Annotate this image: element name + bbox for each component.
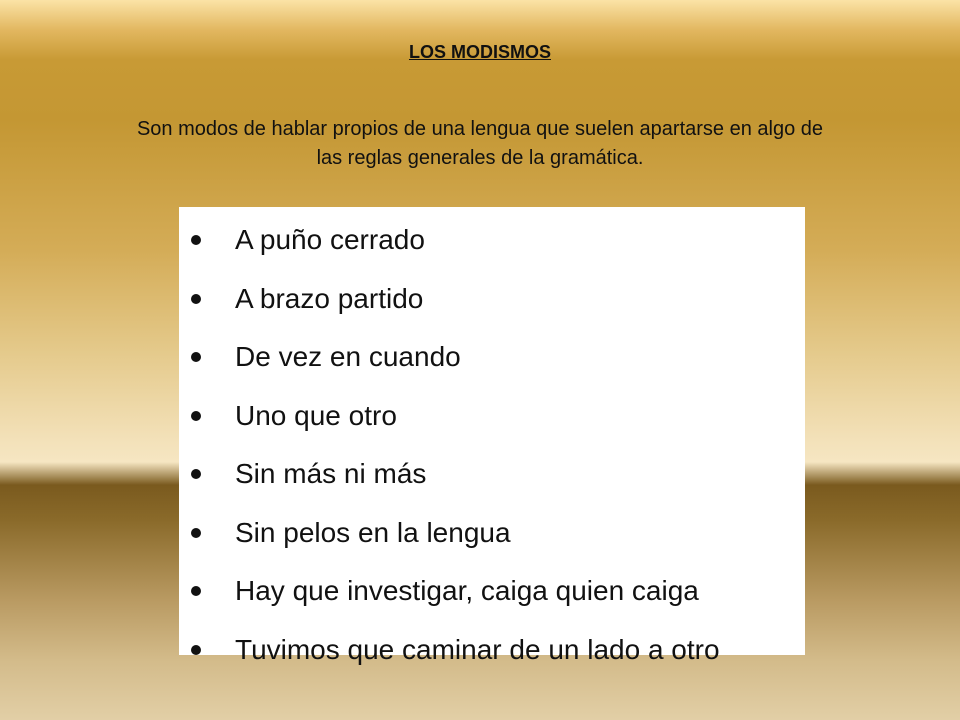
- idiom-text: Uno que otro: [235, 399, 397, 431]
- list-item: [179, 562, 805, 621]
- bullet-icon: [191, 645, 201, 655]
- idiom-text: Sin más ni más: [235, 458, 427, 490]
- slide-title: LOS MODISMOS: [408, 42, 551, 62]
- idiom-list-panel: [179, 207, 805, 665]
- idiom-text: A puño cerrado: [235, 224, 425, 256]
- bullet-icon: [191, 235, 201, 245]
- bullet-icon: [191, 586, 201, 596]
- bullet-icon: [191, 528, 201, 538]
- list-item: [179, 211, 805, 270]
- idiom-list: [179, 207, 805, 679]
- definition-text: Son modos de hablar propios de una lengua que suelen apartarse en algo de las reglas generales de la gramática.: [136, 118, 824, 169]
- list-item: [179, 445, 805, 504]
- idiom-text: De vez en cuando: [235, 341, 461, 373]
- list-item: [179, 328, 805, 387]
- list-item: [179, 387, 805, 446]
- idiom-text: Tuvimos que caminar de un lado a otro: [235, 633, 720, 665]
- bullet-icon: [191, 352, 201, 362]
- list-item: [179, 621, 805, 680]
- bullet-icon: [191, 294, 201, 304]
- bullet-icon: [191, 469, 201, 479]
- idiom-text: A brazo partido: [235, 282, 424, 314]
- idiom-text: Sin pelos en la lengua: [235, 516, 511, 548]
- list-item: [179, 504, 805, 563]
- bullet-icon: [191, 411, 201, 421]
- idiom-text: Hay que investigar, caiga quien caiga: [235, 575, 699, 607]
- list-item: [179, 270, 805, 329]
